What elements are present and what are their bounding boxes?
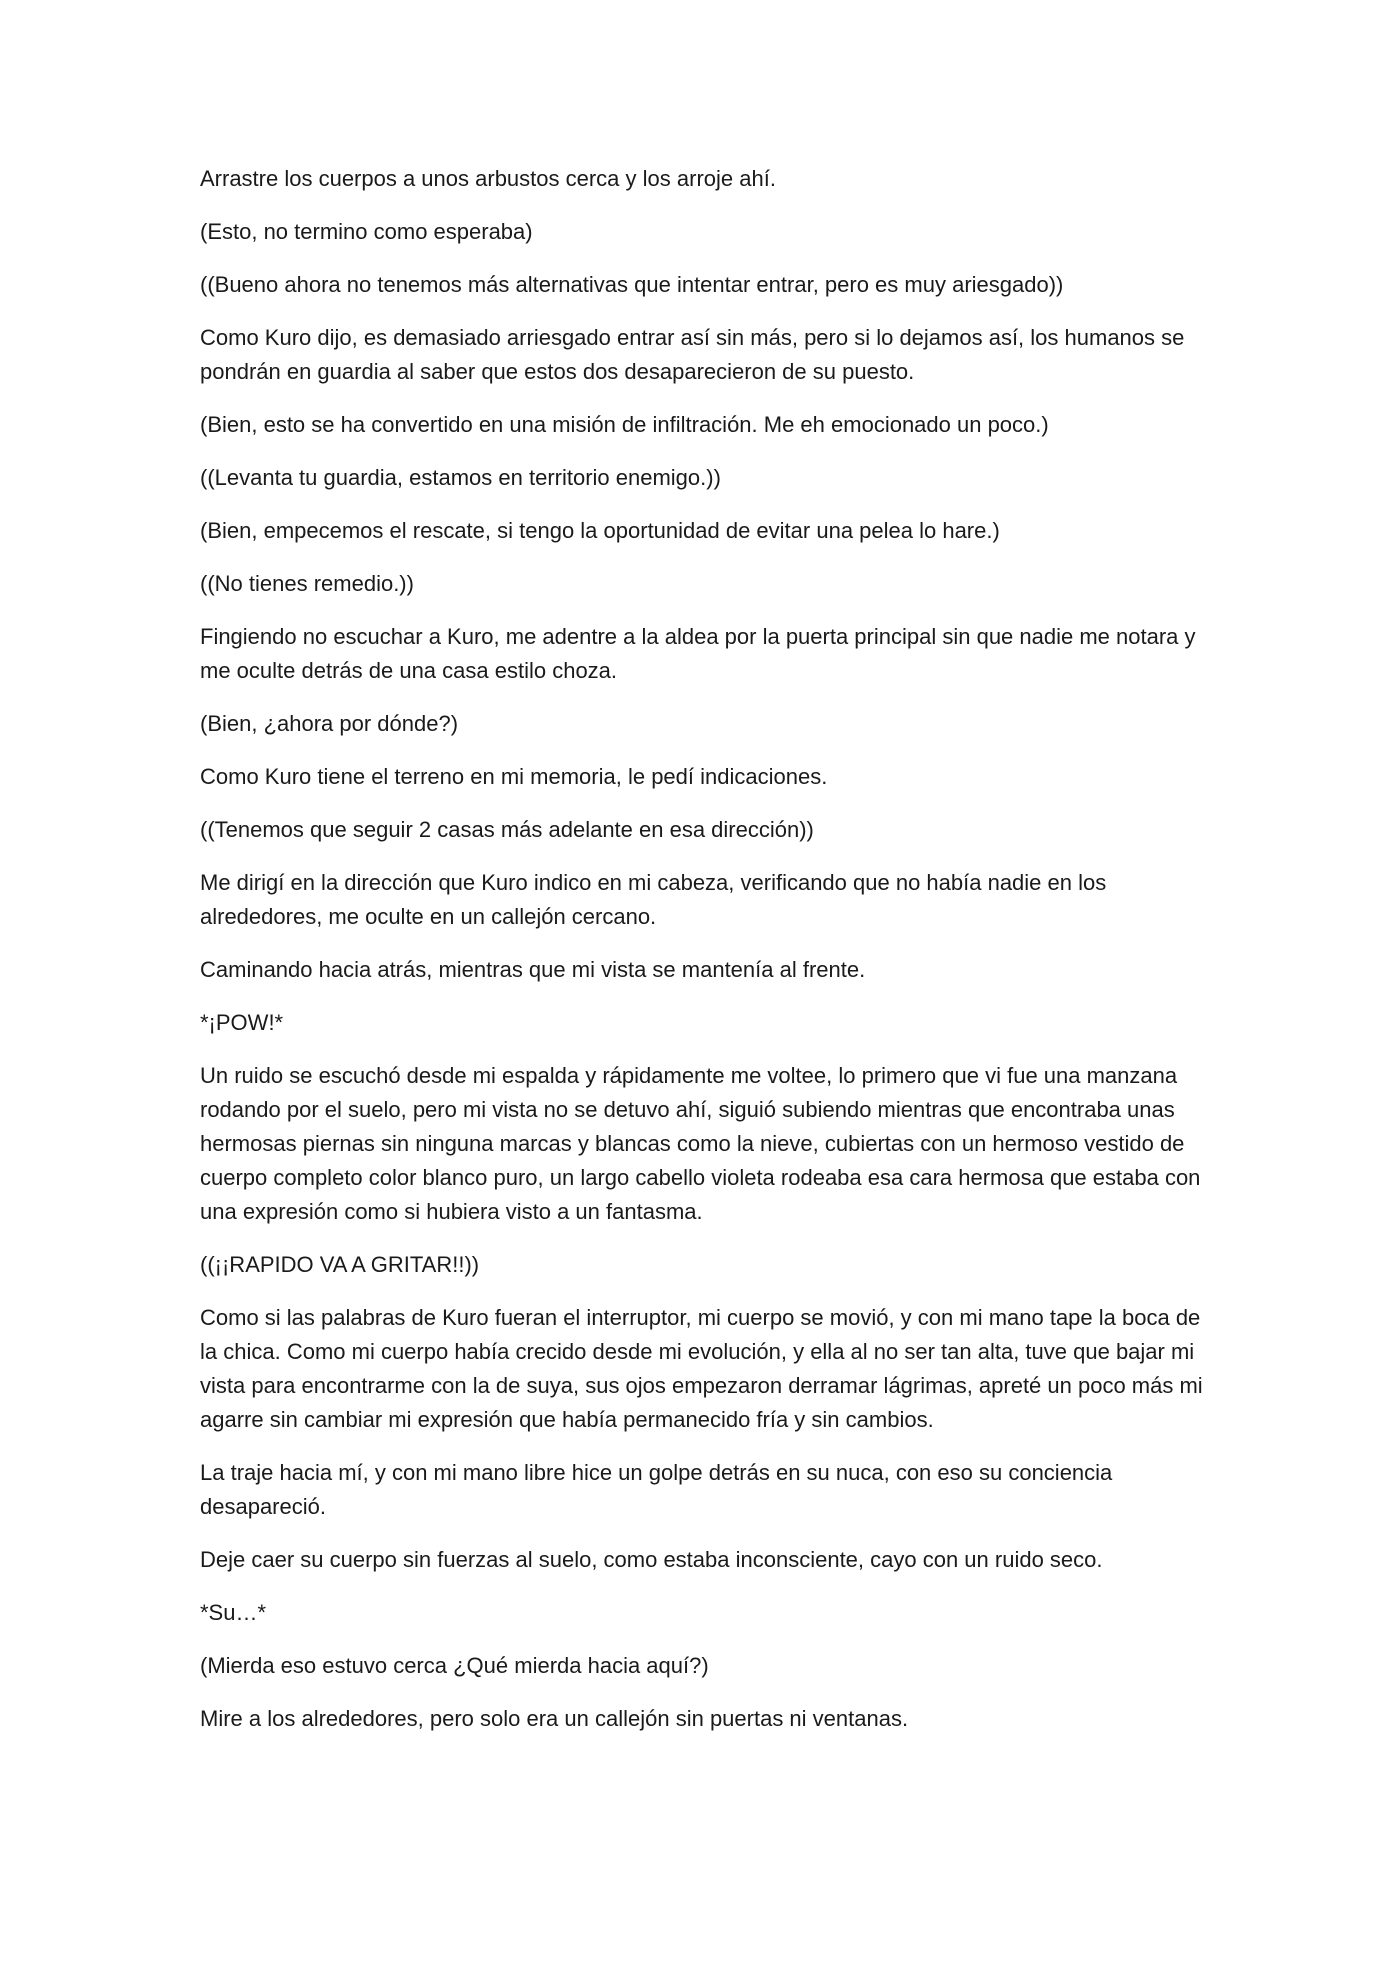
paragraph: (Mierda eso estuvo cerca ¿Qué mierda hacia aquí?) bbox=[200, 1653, 709, 1678]
paragraph: Mire a los alrededores, pero solo era un callejón sin puertas ni ventanas. bbox=[200, 1706, 909, 1731]
document-body bbox=[200, 162, 1210, 1755]
paragraph: Como Kuro dijo, es demasiado arriesgado entrar así sin más, pero si lo dejamos así, los humanos se pondrán en guardia al saber que estos dos desaparecieron de su puesto. bbox=[200, 325, 1185, 384]
paragraph: ((No tienes remedio.)) bbox=[200, 571, 414, 596]
paragraph: *Su…* bbox=[200, 1600, 267, 1625]
paragraph: Fingiendo no escuchar a Kuro, me adentre a la aldea por la puerta principal sin que nadie me notara y me oculte detrás de una casa estilo choza. bbox=[200, 624, 1196, 683]
paragraph: Como si las palabras de Kuro fueran el interruptor, mi cuerpo se movió, y con mi mano tape la boca de la chica. Como mi cuerpo había crecido desde mi evolución, y ella al no ser tan alta, tuve que bajar mi vista para encontrarme con la de suya, sus ojos empezaron derramar lágrimas, apreté un poco más mi agarre sin cambiar mi expresión que había permanecido fría y sin cambios. bbox=[200, 1305, 1203, 1432]
paragraph: ((Levanta tu guardia, estamos en territorio enemigo.)) bbox=[200, 465, 721, 490]
paragraph: Arrastre los cuerpos a unos arbustos cerca y los arroje ahí. bbox=[200, 166, 776, 191]
paragraph: Deje caer su cuerpo sin fuerzas al suelo, como estaba inconsciente, cayo con un ruido seco. bbox=[200, 1547, 1103, 1572]
paragraph: ((Tenemos que seguir 2 casas más adelante en esa dirección)) bbox=[200, 817, 814, 842]
paragraph: (Esto, no termino como esperaba) bbox=[200, 219, 533, 244]
paragraph: (Bien, empecemos el rescate, si tengo la oportunidad de evitar una pelea lo hare.) bbox=[200, 518, 1000, 543]
paragraph: *¡POW!* bbox=[200, 1010, 284, 1035]
paragraph: Me dirigí en la dirección que Kuro indico en mi cabeza, verificando que no había nadie en los alrededores, me oculte en un callejón cercano. bbox=[200, 870, 1107, 929]
paragraph: (Bien, ¿ahora por dónde?) bbox=[200, 711, 459, 736]
paragraph: La traje hacia mí, y con mi mano libre hice un golpe detrás en su nuca, con eso su conciencia desapareció. bbox=[200, 1460, 1113, 1519]
paragraph: Como Kuro tiene el terreno en mi memoria, le pedí indicaciones. bbox=[200, 764, 828, 789]
paragraph: ((Bueno ahora no tenemos más alternativas que intentar entrar, pero es muy ariesgado)) bbox=[200, 272, 1064, 297]
paragraph: Un ruido se escuchó desde mi espalda y rápidamente me voltee, lo primero que vi fue una manzana rodando por el suelo, pero mi vista no se detuvo ahí, siguió subiendo mientras que encontraba unas hermosas piernas sin ninguna marcas y blancas como la nieve, cubiertas con un hermoso vestido de cuerpo completo color blanco puro, un largo cabello violeta rodeaba esa cara hermosa que estaba con una expresión como si hubiera visto a un fantasma. bbox=[200, 1063, 1201, 1224]
paragraph: Caminando hacia atrás, mientras que mi vista se mantenía al frente. bbox=[200, 957, 866, 982]
paragraph: ((¡¡RAPIDO VA A GRITAR!!)) bbox=[200, 1252, 480, 1277]
paragraph: (Bien, esto se ha convertido en una misión de infiltración. Me eh emocionado un poco.) bbox=[200, 412, 1049, 437]
